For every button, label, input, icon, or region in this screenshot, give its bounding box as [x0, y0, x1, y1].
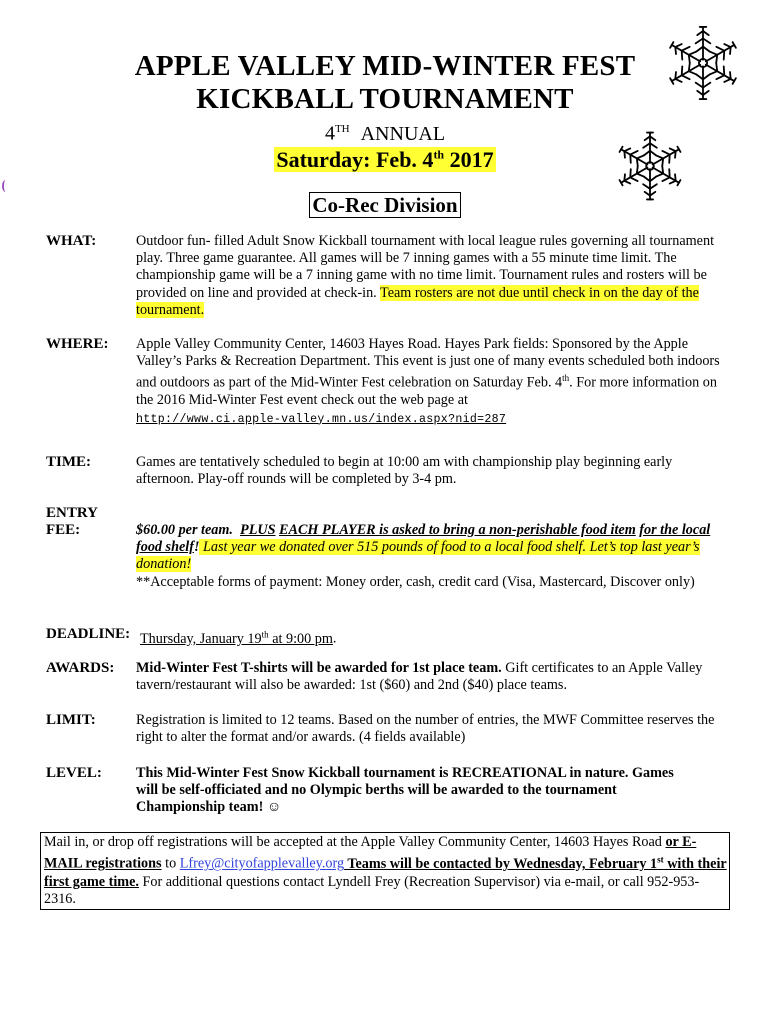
what-highlight: Team rosters are not due until check in on the day of the tournament. [136, 284, 699, 318]
footer-text-2: to [161, 856, 180, 873]
where-body-2: . For more information on the 2016 Mid-Winter Fest event check out the web page at [136, 375, 717, 409]
annual-word: ANNUAL [360, 122, 446, 145]
footer-contact-a: Teams will be contacted by Wednesday, February 1 [344, 856, 658, 873]
what-body: Outdoor fun- filled Adult Snow Kickball tournament with local league rules governing all tournament play. Three game guarantee. All games will be 7 inning games with a 55 minute time limit. The championship game will be a 7 inning game with no time limit. Tournament rules and rosters will be provided on line and provided at check-in. [136, 233, 715, 301]
where-text [136, 336, 726, 428]
footer-sup: st [657, 854, 664, 865]
web-page-link[interactable]: http://www.ci.apple-valley.mn.us/index.aspx?nid=287 [136, 412, 507, 426]
entry-label: ENTRY [46, 505, 98, 521]
awards-body: Gift certificates to an Apple Valley tavern/restaurant will also be awarded: 1st ($60) and 2nd ($40) place teams. [136, 660, 703, 694]
entry-food-b: for the local food shelf [136, 522, 711, 556]
edge-mark [2, 180, 9, 192]
footer-text-1: Mail in, or drop off registrations will be accepted at the Apple Valley Community Center, 14603 Hayes Road [44, 834, 666, 850]
email-link[interactable]: Lfrey@cityofapplevalley.org [179, 856, 345, 873]
what-label: WHAT: [46, 233, 97, 249]
entry-excl: ! [193, 539, 200, 556]
date-sup: th [433, 148, 445, 162]
payment-forms: **Acceptable forms of payment: Money order, cash, credit card (Visa, Mastercard, Discover only) [136, 573, 695, 590]
date-year: 2017 [449, 147, 494, 173]
limit-label: LIMIT: [46, 712, 96, 728]
entry-plus: PLUS [240, 522, 276, 538]
where-body: Apple Valley Community Center, 14603 Hayes Road. Hayes Park fields: Sponsored by the Apple Valley’s Parks & Recreation Department. This event is just one of many events scheduled both indoors and outdoors as part of the Mid-Winter Fest celebration on Saturday Feb. 4 [136, 336, 720, 392]
footer-text-3: For additional questions contact Lyndell Frey (Recreation Supervisor) via e-mail, or call 952-953-2316. [44, 873, 700, 907]
awards-bold: Mid-Winter Fest T-shirts will be awarded for 1st place team. [136, 660, 502, 676]
time-label: TIME: [46, 454, 91, 470]
entry-fee-text [136, 522, 726, 591]
annual-number: 4 [324, 122, 335, 145]
deadline-period: . [332, 630, 337, 647]
registration-box [40, 832, 730, 910]
level-text: This Mid-Winter Fest Snow Kickball tournament is RECREATIONAL in nature. Games will be self-officiated and no Olympic berths will be awarded to the tournament Championship team! ☺ [136, 765, 674, 816]
footer-contact-b: with their first game time. [44, 856, 727, 890]
footer-email-reg: or E-MAIL registrations [44, 834, 697, 873]
limit-text: Registration is limited to 12 teams. Based on the number of entries, the MWF Committee reserves the right to alter the format and/or awards. (4 fields available) [136, 712, 715, 746]
time-text: Games are tentatively scheduled to begin at 10:00 am with championship play beginning early afternoon. Play-off rounds will be completed by 3-4 pm. [136, 454, 673, 488]
deadline-date: Thursday, January 19 [140, 630, 262, 647]
where-label: WHERE: [46, 336, 109, 352]
deadline-sup: th [261, 629, 269, 639]
where-sup: th [562, 373, 570, 384]
awards-text [136, 660, 726, 694]
entry-food-a: EACH PLAYER is asked to bring a non-perishable food item [279, 522, 636, 538]
fee-label: FEE: [46, 522, 81, 538]
deadline-time: at 9:00 pm [268, 630, 333, 647]
level-label: LEVEL: [46, 765, 102, 781]
deadline-label: DEADLINE: [46, 626, 131, 642]
title-line-1: APPLE VALLEY MID-WINTER FEST [134, 50, 636, 82]
division-label: Co-Rec Division [309, 192, 460, 218]
snowflake-icon [612, 128, 688, 204]
entry-highlight: Last year we donated over 515 pounds of food to a local food shelf. Let’s top last year’s donation! [136, 539, 700, 573]
date-prefix: Saturday: Feb. 4 [276, 147, 434, 173]
what-text [136, 233, 726, 319]
title-line-2: KICKBALL TOURNAMENT [196, 83, 574, 115]
deadline-text [140, 626, 730, 648]
snowflake-icon [662, 22, 744, 104]
awards-label: AWARDS: [46, 660, 115, 676]
annual-sup: TH [334, 123, 350, 135]
entry-price: $60.00 per team. [136, 522, 233, 538]
